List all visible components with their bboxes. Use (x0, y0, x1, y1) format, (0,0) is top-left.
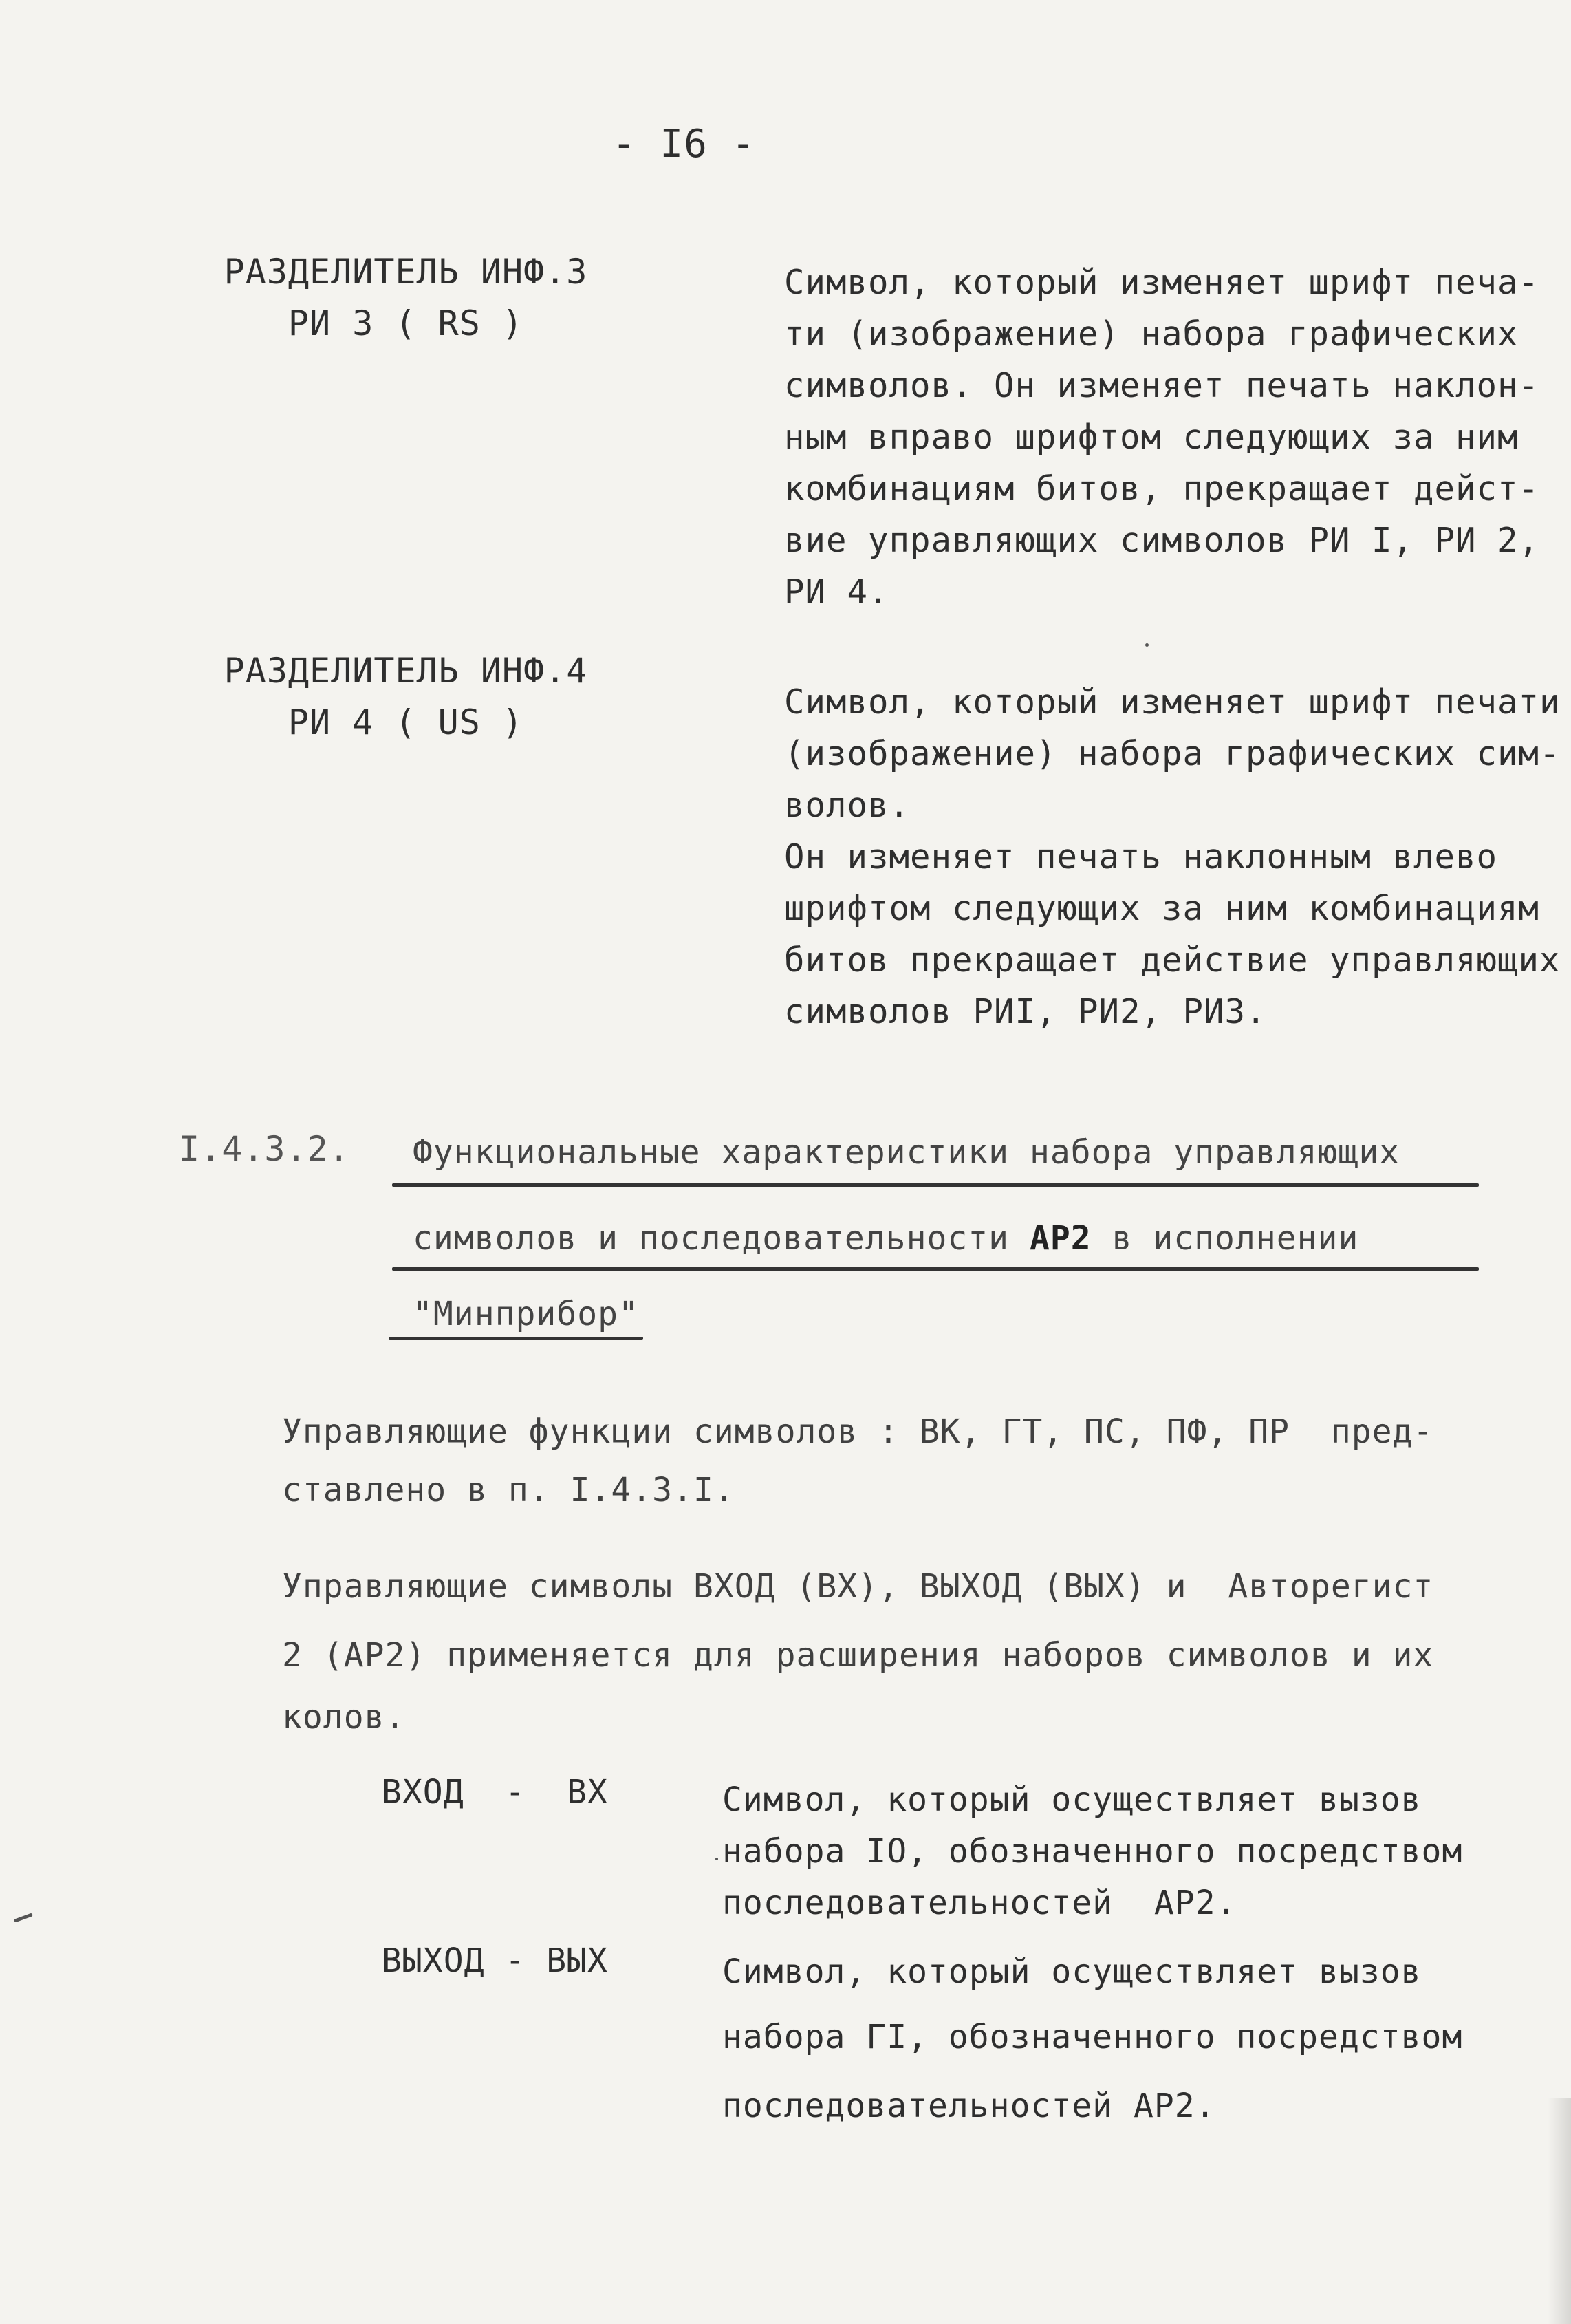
entry-desc-line: Он изменяет печать наклонным влево (784, 837, 1498, 876)
section-title-line: Функциональные характеристики набора управляющих (413, 1133, 1400, 1172)
section-title-text: в исполнении (1091, 1219, 1359, 1258)
paragraph-line: колов. (282, 1698, 406, 1736)
section-title-bold: АР2 (1029, 1219, 1092, 1258)
entry-desc-line: символов. Он изменяет печать наклон- (784, 366, 1540, 405)
section-underline (392, 1267, 1479, 1271)
section-underline (392, 1183, 1479, 1187)
paragraph-line: Управляющие символы ВХОД (ВХ), ВЫХОД (ВЫХ) и Авторегист (282, 1567, 1434, 1606)
section-title-line (413, 1218, 1358, 1259)
entry-desc-line: ным вправо шрифтом следующих за ним (784, 418, 1519, 457)
entry-term-title: РАЗДЕЛИТЕЛЬ ИНФ.4 (224, 651, 588, 691)
section-title-line: "Минприбор" (413, 1295, 639, 1333)
definition-line: набора IO, обозначенного посредством (722, 1832, 1463, 1871)
paragraph-line: ставлено в п. I.4.3.I. (282, 1471, 735, 1509)
definition-term: ВЫХОД - ВЫХ (382, 1941, 608, 1980)
definition-line: последовательностей АР2. (722, 2087, 1216, 2125)
entry-desc-line: волов. (784, 786, 911, 825)
section-title-text: символов и последовательности (413, 1219, 1030, 1258)
section-underline (389, 1337, 643, 1340)
entry-desc-line: символов РИI, РИ2, РИ3. (784, 992, 1267, 1031)
entry-desc-line: шрифтом следующих за ним комбинациям (784, 889, 1540, 928)
definition-line: последовательностей АР2. (722, 1884, 1237, 1922)
paragraph-line: 2 (АР2) применяется для расширения наборов символов и их (282, 1636, 1434, 1675)
entry-term-title: РАЗДЕЛИТЕЛЬ ИНФ.3 (224, 252, 588, 292)
scan-mark (14, 1913, 33, 1922)
definition-term: ВХОД - ВХ (382, 1773, 608, 1811)
page-number: - I6 - (612, 122, 756, 166)
entry-desc-line: Символ, который изменяет шрифт печати (784, 682, 1561, 722)
entry-desc-line: РИ 4. (784, 572, 889, 612)
definition-line: Символ, который осуществляет вызов (722, 1952, 1422, 1991)
section-number: I.4.3.2. (179, 1129, 350, 1169)
definition-line: набора ГI, обозначенного посредством (722, 2018, 1463, 2056)
definition-line: Символ, который осуществляет вызов (722, 1780, 1422, 1819)
entry-desc-line: Символ, который изменяет шрифт печа- (784, 263, 1540, 302)
paragraph-line: Управляющие функции символов : ВК, ГТ, ПС, ПФ, ПР пред- (282, 1412, 1434, 1451)
entry-desc-line: ти (изображение) набора графических (784, 314, 1519, 354)
scan-speck (1145, 643, 1149, 647)
page-edge-shadow (1548, 2098, 1571, 2324)
entry-desc-line: комбинациям битов, прекращает дейст- (784, 469, 1540, 508)
entry-desc-line: вие управляющих символов РИ I, РИ 2, (784, 521, 1540, 560)
entry-desc-line: (изображение) набора графических сим- (784, 734, 1561, 773)
entry-term-code: РИ 3 ( RS ) (288, 303, 524, 343)
entry-term-code: РИ 4 ( US ) (288, 702, 524, 742)
scan-speck (715, 1858, 718, 1860)
entry-desc-line: битов прекращает действие управляющих (784, 940, 1561, 980)
